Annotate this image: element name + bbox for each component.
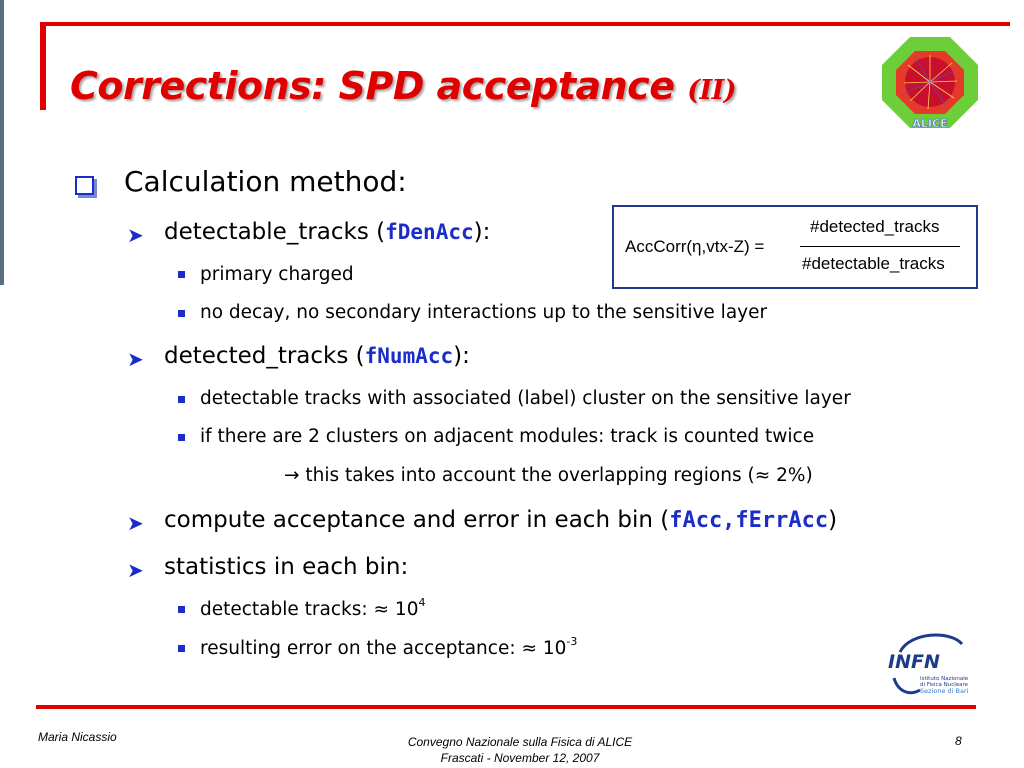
approx-icon: ≈ (521, 638, 537, 660)
code-fnumacc: fNumAcc (364, 344, 454, 368)
title-frame-vertical (40, 22, 46, 110)
slide-title: Corrections: SPD acceptance (II) (70, 64, 737, 108)
footer-rule (36, 705, 976, 709)
formula-denominator: #detectable_tracks (802, 254, 945, 273)
arrowhead-bullet-icon: ➤ (127, 558, 144, 582)
footer-conference-name: Convegno Nazionale sulla Fisica di ALICE (407, 735, 633, 749)
filled-square-bullet-icon (178, 396, 185, 403)
filled-square-bullet-icon (178, 606, 185, 613)
filled-square-bullet-icon (178, 310, 185, 317)
infn-name: INFN (888, 651, 940, 673)
alice-logo-text: ALICE (912, 117, 948, 130)
bullet-associated-cluster: detectable tracks with associated (label) cluster on the sensitive layer (200, 388, 851, 409)
code-facc-ferracc: fAcc,fErrAcc (669, 508, 829, 533)
title-frame-horizontal (40, 22, 1010, 26)
bullet-detectable-tracks-stat: detectable tracks: ≈ $10^4$ (200, 596, 426, 621)
alice-logo-icon (880, 35, 980, 130)
filled-square-bullet-icon (178, 645, 185, 652)
bullet-compute-acceptance: compute acceptance and error in each bin (fAcc,fErrAcc) (164, 507, 838, 533)
approx-icon: ≈ (373, 599, 390, 621)
bullet-calculation-method: Calculation method: (124, 165, 407, 198)
infn-logo-icon (880, 630, 980, 700)
bullet-no-decay: no decay, no secondary interactions up to the sensitive layer (200, 302, 768, 323)
right-arrow-icon: → (284, 465, 300, 486)
footer-location-date: Frascati - November 12, 2007 (440, 751, 600, 765)
bullet-primary-charged: primary charged (200, 264, 354, 285)
arrowhead-bullet-icon: ➤ (127, 223, 144, 247)
arrowhead-bullet-icon: ➤ (127, 511, 144, 535)
bullet-two-clusters: if there are 2 clusters on adjacent modules: track is counted twice (200, 426, 815, 447)
left-edge-strip (0, 0, 4, 285)
formula-numerator: #detected_tracks (810, 217, 940, 236)
hollow-square-bullet-icon (75, 176, 94, 195)
footer-page-number: 8 (955, 734, 962, 748)
footer-conference (380, 734, 660, 766)
footer-author: Maria Nicassio (38, 730, 117, 744)
formula-lhs: AccCorr(η,vtx-Z) = (625, 237, 765, 256)
filled-square-bullet-icon (178, 271, 185, 278)
arrowhead-bullet-icon: ➤ (127, 347, 144, 371)
formula-box (612, 205, 978, 289)
svg-text:Sezione di Bari: Sezione di Bari (920, 687, 969, 695)
svg-text:di Fisica Nucleare: di Fisica Nucleare (920, 682, 969, 688)
bullet-detected-tracks: detected_tracks (fNumAcc): (164, 343, 470, 369)
bullet-detectable-tracks: detectable_tracks (fDenAcc): (164, 219, 491, 245)
filled-square-bullet-icon (178, 434, 185, 441)
bullet-resulting-error: resulting error on the acceptance: ≈ $10^{-3}$ (200, 635, 578, 660)
approx-icon: ≈ (754, 465, 771, 486)
code-fdenacc: fDenAcc (385, 220, 474, 244)
fraction-bar (800, 246, 960, 247)
bullet-statistics: statistics in each bin: (164, 554, 409, 580)
svg-text:Istituto Nazionale: Istituto Nazionale (920, 676, 969, 682)
slide-title-suffix: (II) (687, 75, 737, 106)
overlap-note: → this takes into account the overlapping regions (≈ 2%) (284, 465, 813, 486)
